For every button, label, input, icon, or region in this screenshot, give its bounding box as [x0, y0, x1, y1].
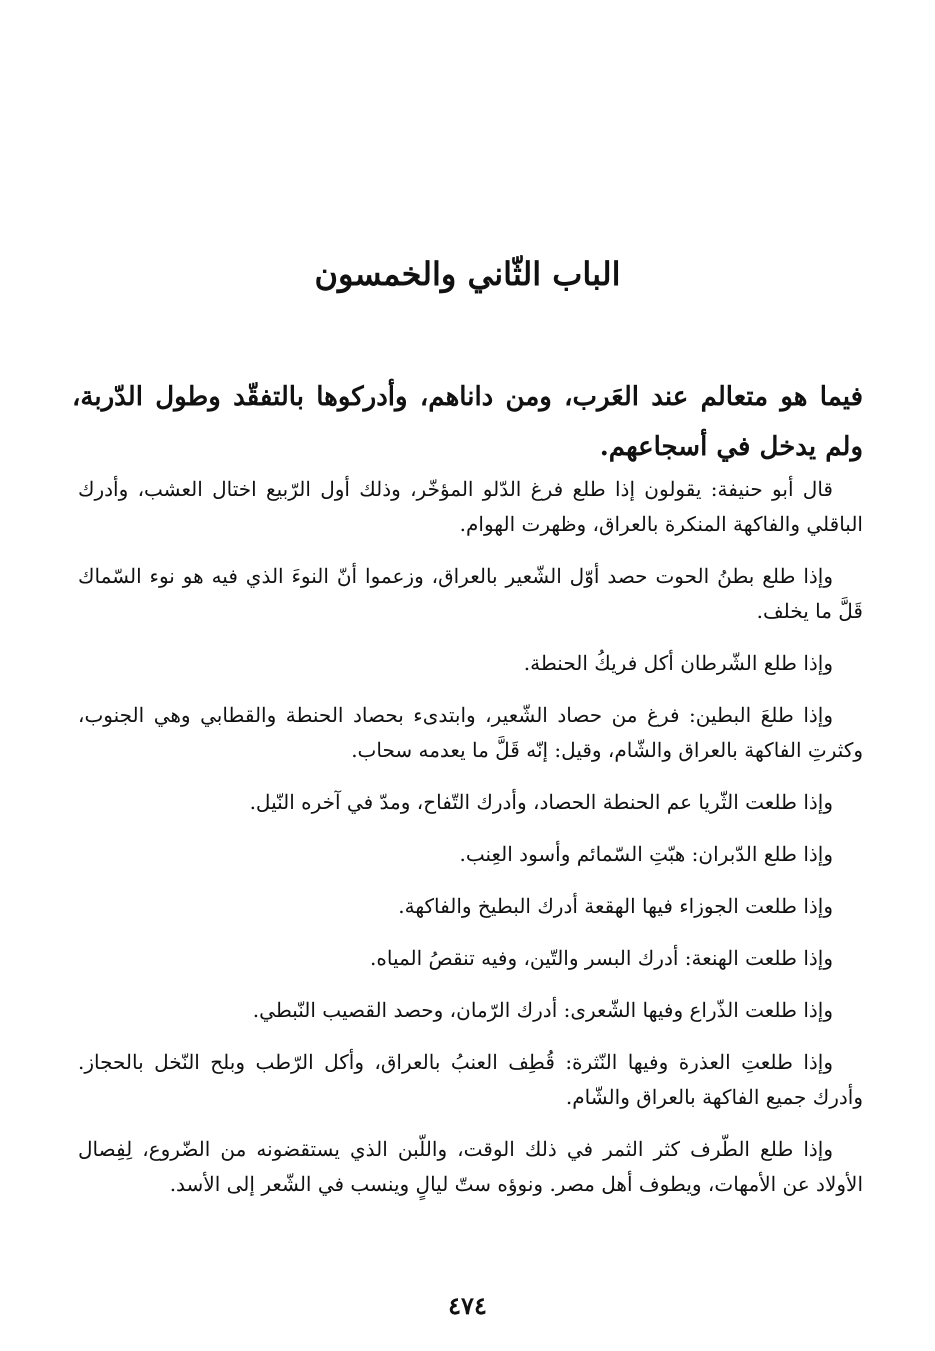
paragraph: وإذا طلع الشّرطان أكل فريكُ الحنطة. [523, 651, 833, 675]
paragraph: وإذا طلع الدّبران: هبّتِ السّمائم وأسود العِنب. [459, 842, 833, 866]
chapter-title: الباب الثّاني والخمسون [314, 255, 621, 293]
paragraph: وإذا طلعت الذّراع وفيها الشّعرى: أدرك الرّمان، وحصد القصيب النّبطي. [252, 998, 833, 1022]
chapter-subtitle: فيما هو متعالم عند العَرب، ومن داناهم، وأدركوها بالتفقّد وطول الدّربة، ولم يدخل في أسجاعهم. [72, 382, 863, 462]
paragraph: وإذا طلعت الجوزاء فيها الهقعة أدرك البطيخ والفاكهة. [398, 894, 833, 918]
paragraph: وإذا طلعتِ العذرة وفيها النّثرة: قُطِف العنبُ بالعراق، وأكل الرّطب وبلح النّخل بالحجاز. وأدرك جميع الفاكهة بالعراق والشّام. [78, 1050, 863, 1109]
paragraph: وإذا طلعت الهنعة: أدرك البسر والتّين، وفيه تنقصُ المياه. [370, 946, 833, 970]
paragraph: قال أبو حنيفة: يقولون إذا طلع فرغ الدّلو المؤخّر، وذلك أول الرّبيع اختال العشب، وأدرك الباقلي والفاكهة المنكرة بالعراق، وظهرت الهوام. [78, 477, 863, 536]
page-number: ٤٧٤ [448, 1291, 487, 1320]
paragraph: وإذا طلع الطّرف كثر الثمر في ذلك الوقت، واللّبن الذي يستقضونه من الضّروع، لِفِصال الأولاد عن الأمهات، ويطوف أهل مصر. ونوؤه ستّ ليالٍ وينسب في الشّعر إلى الأسد. [78, 1137, 863, 1196]
paragraph: وإذا طلع بطنُ الحوت حصد أوّل الشّعير بالعراق، وزعموا أنّ النوءَ الذي فيه هو نوء السّماك قَلَّ ما يخلف. [78, 564, 863, 623]
paragraph: وإذا طلعت الثّريا عم الحنطة الحصاد، وأدرك التّفاح، ومدّ في آخره النّيل. [249, 790, 833, 814]
paragraph: وإذا طلعَ البطين: فرغ من حصاد الشّعير، وابتدىء بحصاد الحنطة والقطابي وهي الجنوب، وكثرتِ الفاكهة بالعراق والشّام، وقيل: إنّه قَلَّ ما يعدمه سحاب. [78, 703, 863, 762]
body-text [78, 472, 863, 1219]
